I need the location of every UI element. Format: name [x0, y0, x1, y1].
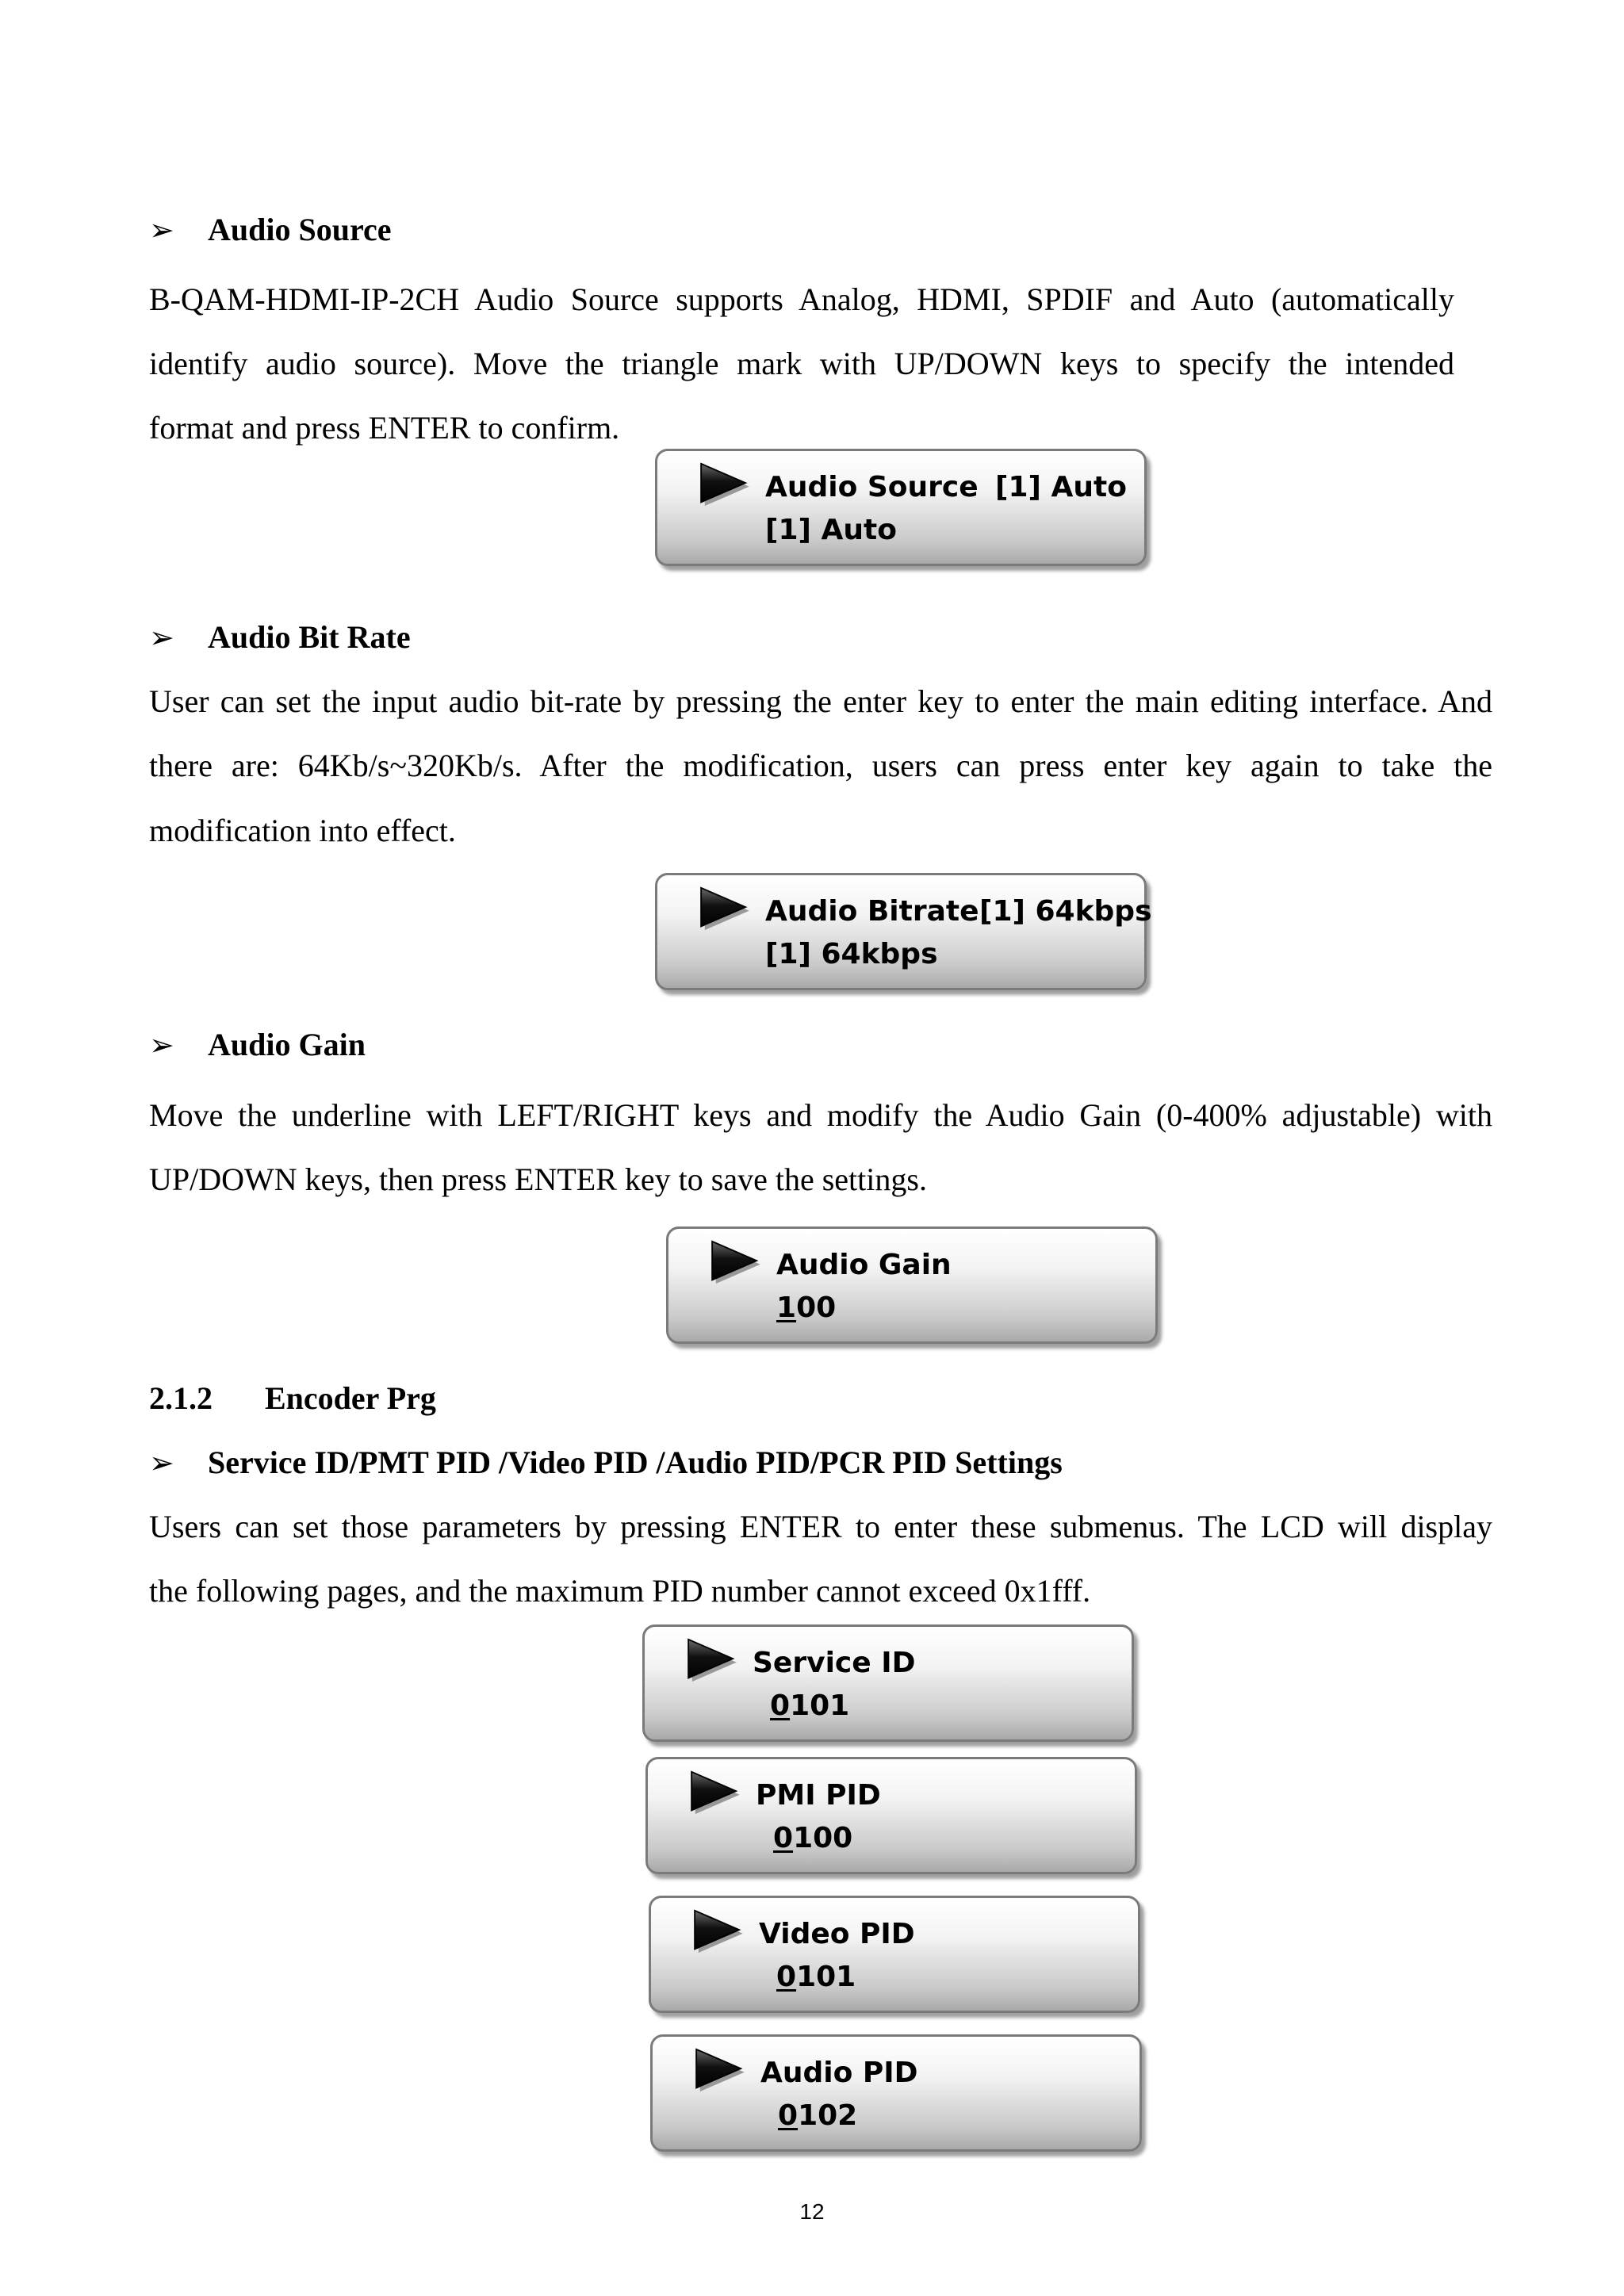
lcd-title: Audio Bitrate [1] 64kbps: [765, 895, 1152, 928]
lcd-option-value: [1] Auto: [765, 514, 897, 546]
audio-source-text-line-3: format and press ENTER to confirm.: [149, 410, 620, 446]
section-number: 2.1.2: [149, 1380, 213, 1416]
triangle-cursor-icon: [691, 1909, 746, 1954]
lcd-value: 0100: [773, 1822, 853, 1854]
triangle-cursor-icon: [688, 1770, 743, 1815]
lcd-title: PMI PID: [756, 1779, 881, 1812]
pid-settings-heading: ➢ Service ID/PMT PID /Video PID /Audio PID/PCR PID Settings: [149, 1445, 1063, 1480]
lcd-current-value: [1] 64kbps: [979, 895, 1152, 928]
arrow-bullet-icon: ➢: [149, 212, 174, 247]
lcd-value: 0101: [770, 1689, 850, 1722]
edit-cursor-digit: 0: [778, 2099, 799, 2132]
triangle-cursor-icon: [697, 462, 753, 507]
section-heading-encoder-prg: [149, 1380, 436, 1418]
encoder-text-line-1: Users can set those parameters by pressing ENTER to enter these submenus. The LCD will display: [149, 1509, 1492, 1544]
audio-source-text-line-2: identify audio source). Move the triangle mark with UP/DOWN keys to specify the intended: [149, 346, 1454, 381]
lcd-title: Video PID: [759, 1918, 915, 1950]
edit-cursor-digit: 0: [770, 1689, 791, 1722]
pmt-pid-lcd: [645, 1757, 1137, 1874]
lcd-value: 0102: [778, 2099, 858, 2132]
arrow-bullet-icon: ➢: [149, 620, 174, 655]
audio-bit-rate-text-line-3: modification into effect.: [149, 813, 456, 848]
lcd-title: Audio PID: [760, 2057, 918, 2089]
lcd-value: 100: [776, 1292, 837, 1324]
triangle-cursor-icon: [692, 2048, 748, 2092]
encoder-text-line-2: the following pages, and the maximum PID number cannot exceed 0x1fff.: [149, 1573, 1091, 1609]
lcd-title: Service ID: [753, 1647, 916, 1679]
edit-cursor-digit: 0: [773, 1822, 794, 1854]
arrow-bullet-icon: ➢: [149, 1027, 174, 1062]
audio-gain-text-line-2: UP/DOWN keys, then press ENTER key to save the settings.: [149, 1161, 927, 1197]
audio-gain-heading: ➢ Audio Gain: [149, 1027, 366, 1062]
lcd-option-value: [1] 64kbps: [765, 938, 938, 970]
audio-source-text-line-1: B-QAM-HDMI-IP-2CH Audio Source supports Analog, HDMI, SPDIF and Auto (automatically: [149, 281, 1454, 317]
audio-gain-lcd: [666, 1226, 1158, 1344]
triangle-cursor-icon: [697, 886, 753, 931]
page-number: 12: [799, 2199, 825, 2224]
arrow-bullet-icon: ➢: [149, 1445, 174, 1480]
audio-bit-rate-text-line-1: User can set the input audio bit-rate by pressing the enter key to enter the main editing interface. And: [149, 683, 1492, 719]
audio-source-heading: ➢ Audio Source: [149, 212, 392, 247]
lcd-title: Audio Gain: [776, 1249, 952, 1281]
audio-bit-rate-text-line-2: there are: 64Kb/s~320Kb/s. After the modification, users can press enter key again to take the: [149, 748, 1492, 783]
lcd-title: Audio Source [1] Auto: [765, 471, 1127, 503]
lcd-current-value: [1] Auto: [995, 471, 1127, 503]
audio-bitrate-lcd: [655, 873, 1152, 990]
lcd-value: 0101: [776, 1961, 856, 1993]
audio-gain-text-line-1: Move the underline with LEFT/RIGHT keys and modify the Audio Gain (0-400% adjustable) with: [149, 1097, 1492, 1133]
section-title: Encoder Prg: [265, 1380, 436, 1416]
video-pid-lcd: [649, 1896, 1140, 2013]
service-id-lcd: [642, 1624, 1134, 1742]
edit-cursor-digit: 1: [776, 1292, 797, 1324]
triangle-cursor-icon: [684, 1638, 740, 1682]
audio-bit-rate-heading: ➢ Audio Bit Rate: [149, 619, 411, 655]
audio-pid-lcd: [650, 2034, 1142, 2152]
audio-source-lcd: [655, 449, 1147, 566]
edit-cursor-digit: 0: [776, 1961, 797, 1993]
triangle-cursor-icon: [708, 1240, 764, 1284]
